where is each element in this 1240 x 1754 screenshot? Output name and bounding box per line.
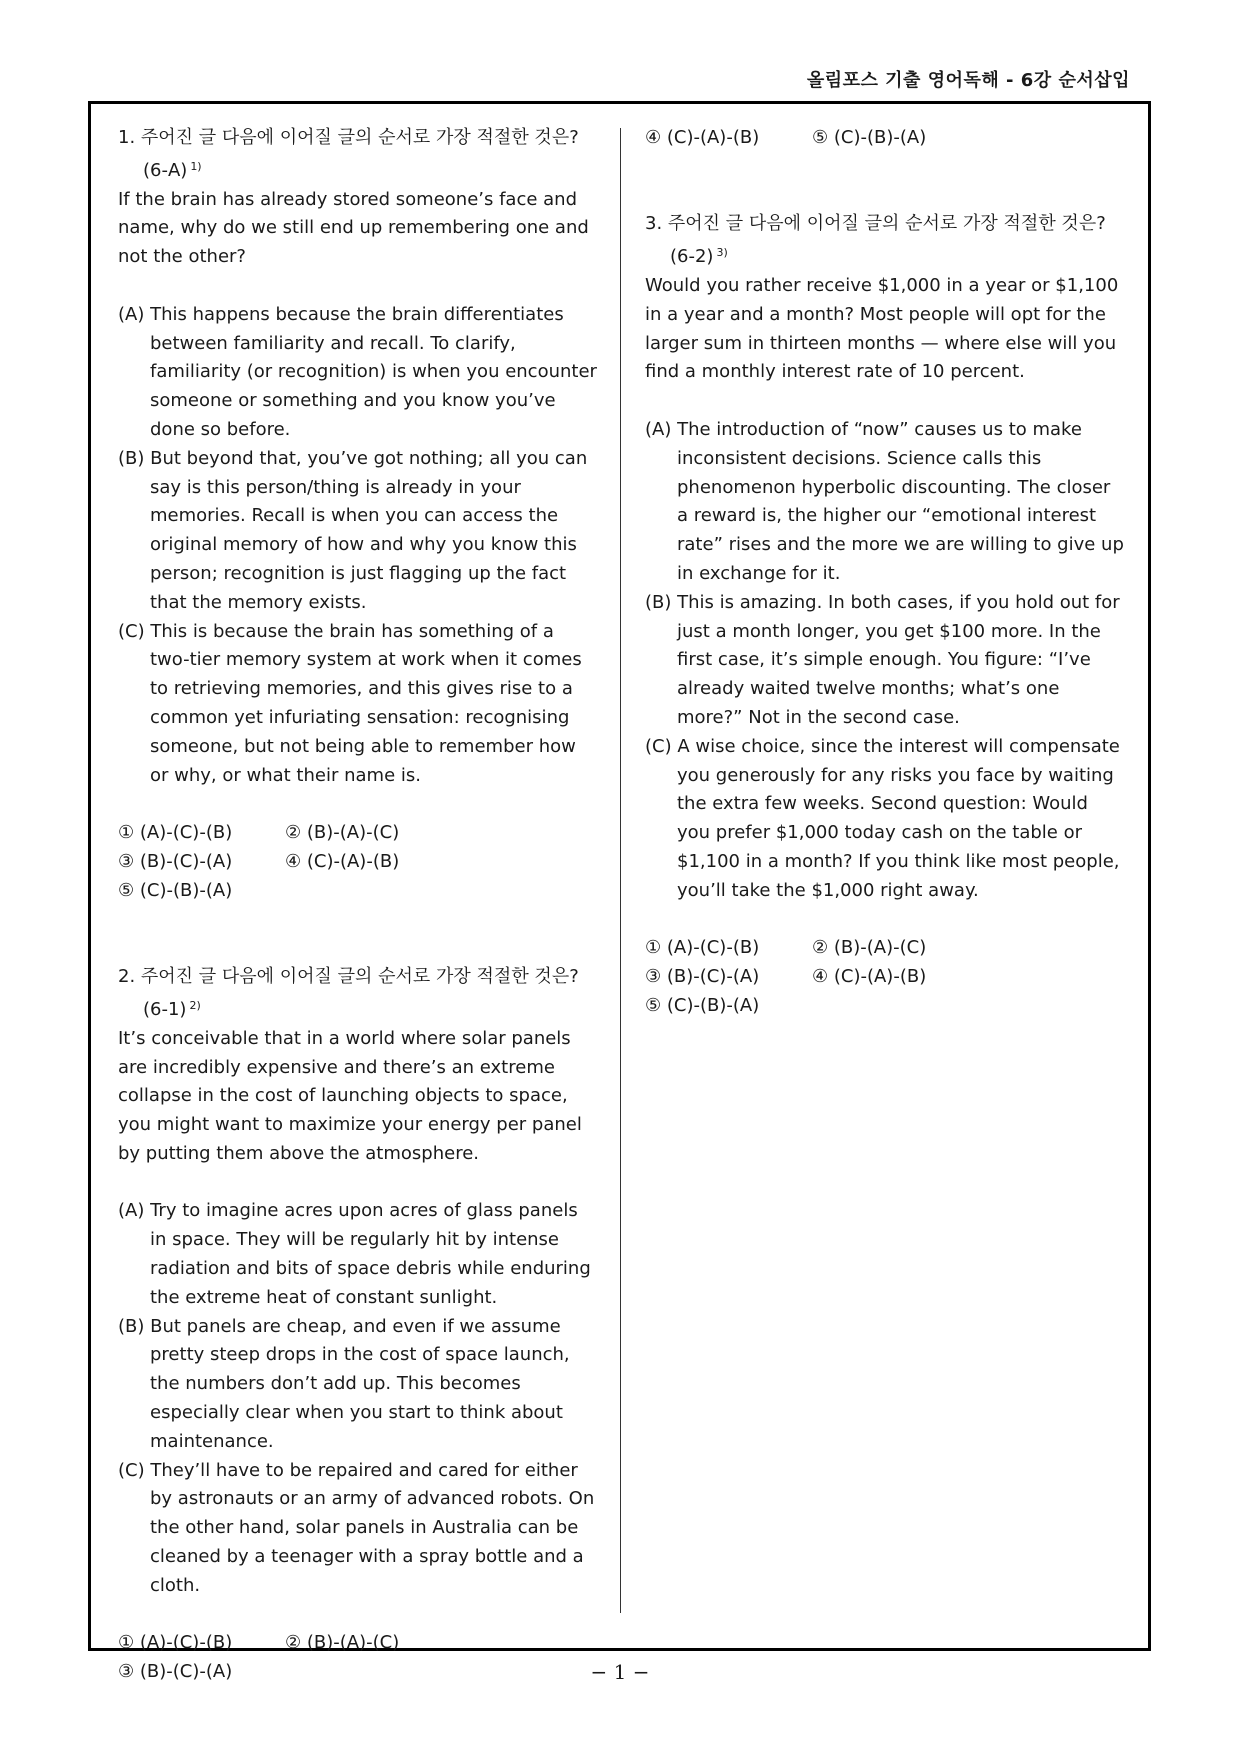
option-b: (B) But beyond that, you’ve got nothing; all you can say is this person/thing is already in your memories. Recall is when you can access the original memory of how and why you know this person; recognition is just flagging up the fact that the memory exists.	[118, 447, 588, 613]
column-divider	[620, 128, 621, 1613]
question-title: 3. 주어진 글 다음에 이어질 글의 순서로 가장 적절한 것은? (6-2) $^{3)}$	[645, 213, 1106, 268]
choice-3[interactable]: ③ (B)-(C)-(A)	[118, 850, 233, 872]
question-3	[645, 210, 1125, 1020]
footnote-marker: 2)	[189, 998, 201, 1012]
right-column	[645, 124, 1125, 1021]
option-a: (A) Try to imagine acres upon acres of glass panels in space. They will be regularly hit by intense radiation and bits of space debris while enduring the extreme heat of constant sunlight.	[118, 1200, 591, 1308]
choice-2[interactable]: ② (B)-(A)-(C)	[285, 1632, 400, 1654]
choice-1[interactable]: ① (A)-(C)-(B)	[118, 1632, 233, 1654]
answer-choices	[118, 819, 598, 905]
choice-1[interactable]: ① (A)-(C)-(B)	[118, 822, 233, 844]
choice-4[interactable]: ④ (C)-(A)-(B)	[645, 127, 760, 148]
choice-3[interactable]: ③ (B)-(C)-(A)	[645, 966, 760, 988]
footnote-marker: 3)	[716, 246, 728, 260]
choice-5[interactable]: ⑤ (C)-(B)-(A)	[645, 994, 760, 1016]
question-1	[118, 124, 598, 906]
question-title: 2. 주어진 글 다음에 이어질 글의 순서로 가장 적절한 것은? (6-1) $^{2)}$	[118, 966, 579, 1020]
page-number: − 1 −	[590, 1660, 650, 1684]
option-c: (C) They’ll have to be repaired and cared for either by astronauts or an army of advanced robots. On the other hand, solar panels in Australia can be cleaned by a teenager with a spray bottle and a cloth.	[118, 1459, 595, 1596]
choice-3[interactable]: ③ (B)-(C)-(A)	[118, 1661, 233, 1683]
question-passage: Would you rather receive $1,000 in a year or $1,100 in a year and a month? Most people will opt for the larger sum in thirteen months — where else will you find a monthly interest rate of 10 percent.	[645, 274, 1119, 383]
choice-4[interactable]: ④ (C)-(A)-(B)	[812, 966, 927, 988]
option-b: (B) But panels are cheap, and even if we assume pretty steep drops in the cost of space launch, the numbers don’t add up. This becomes especially clear when you start to think about maintenance.	[118, 1315, 570, 1452]
option-a: (A) The introduction of “now” causes us to make inconsistent decisions. Science calls this phenomenon hyperbolic discounting. The closer a reward is, the higher our “emotional interest rate” rises and the more we are willing to give up in exchange for it.	[645, 418, 1124, 584]
option-c: (C) A wise choice, since the interest will compensate you generously for any risks you face by waiting the extra few weeks. Second question: Would you prefer $1,000 today cash on the table or $1,100 in a month? If you think like most people, you’ll take the $1,000 right away.	[645, 735, 1120, 901]
option-c: (C) This is because the brain has something of a two-tier memory system at work when it comes to retrieving memories, and this gives rise to a common yet infuriating sensation: recognising someone, but not being able to remember how or why, or what their name is.	[118, 620, 582, 786]
option-b: (B) This is amazing. In both cases, if you hold out for just a month longer, you get $100 more. In the first case, it’s simple enough. You figure: “I’ve already waited twelve months; what’s one more?” Not in the second case.	[645, 591, 1120, 728]
choice-5[interactable]: ⑤ (C)-(B)-(A)	[812, 127, 927, 148]
question-2	[118, 963, 598, 1687]
answer-choices	[645, 934, 1125, 1020]
footnote-marker: 1)	[190, 159, 202, 173]
answer-choices-continued	[645, 124, 1125, 153]
page-header-title: 올림포스 기출 영어독해 - 6강 순서삽입	[806, 70, 1130, 91]
option-a: (A) This happens because the brain differentiates between familiarity and recall. To clarify, familiarity (or recognition) is when you encounter someone or something and you know you’ve done so before.	[118, 303, 597, 440]
choice-1[interactable]: ① (A)-(C)-(B)	[645, 937, 760, 959]
choice-2[interactable]: ② (B)-(A)-(C)	[285, 822, 400, 844]
choice-4[interactable]: ④ (C)-(A)-(B)	[285, 850, 400, 872]
left-column	[118, 124, 598, 1687]
choice-2[interactable]: ② (B)-(A)-(C)	[812, 937, 927, 959]
question-title: 1. 주어진 글 다음에 이어질 글의 순서로 가장 적절한 것은? (6-A) $^{1)}$	[118, 127, 579, 181]
question-passage: It’s conceivable that in a world where solar panels are incredibly expensive and there’s an extreme collapse in the cost of launching objects to space, you might want to maximize your energy per panel by putting them above the atmosphere.	[118, 1027, 582, 1164]
question-passage: If the brain has already stored someone’s face and name, why do we still end up remembering one and not the other?	[118, 188, 589, 268]
choice-5[interactable]: ⑤ (C)-(B)-(A)	[118, 879, 233, 901]
